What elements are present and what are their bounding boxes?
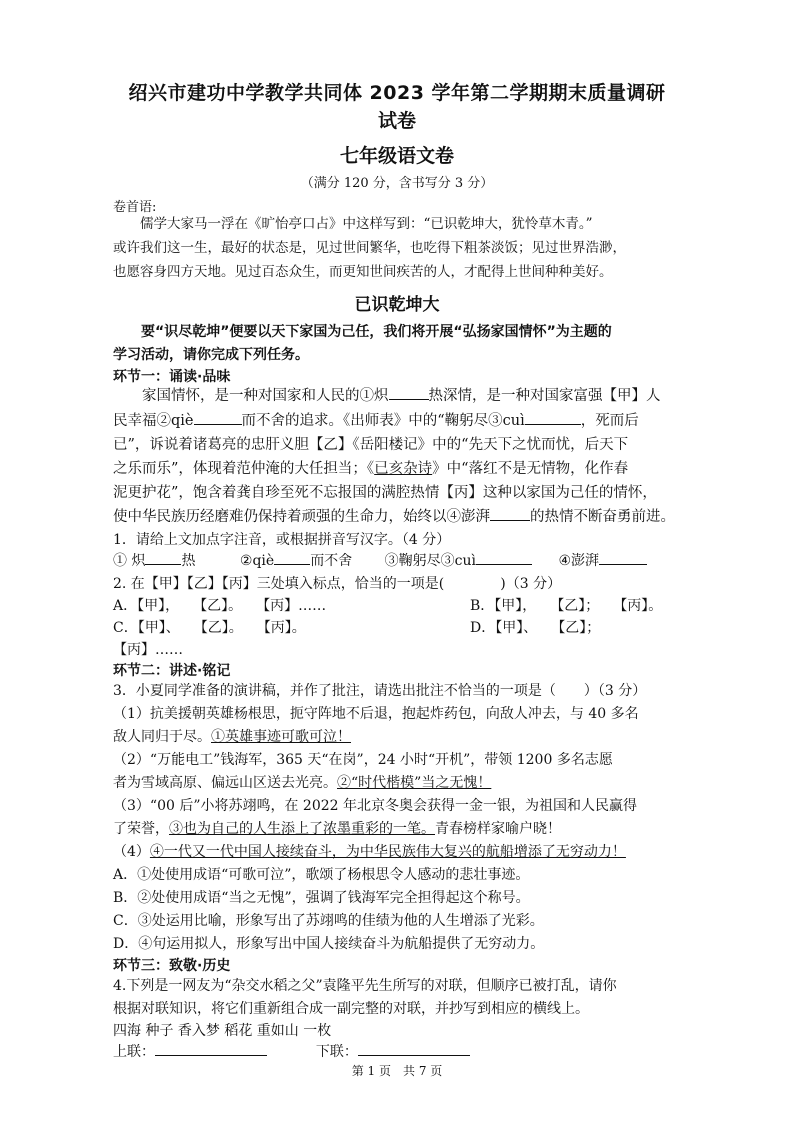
part2-heading: 环节二：讲述·铭记 xyxy=(113,663,231,679)
item-text: 而不舍 xyxy=(310,553,353,569)
annotation-3: ③也为自己的人生添上了浓墨重彩的一笔。 xyxy=(169,821,435,837)
q2-option-b[interactable]: B．【甲】， 【乙】； 【丙】。 xyxy=(470,598,663,614)
question-3: 3．小夏同学准备的演讲稿，并作了批注，请选出批注不恰当的一项是（ ）（3 分） xyxy=(113,683,647,699)
passage-text: 使中华民族历经磨难仍保持着顽强的生命力，始终以④澎湃 xyxy=(113,509,490,525)
couplet-words: 四海 种子 香入梦 稻花 重如山 一枚 xyxy=(113,1023,332,1039)
q2-option-d-continued: 【丙】…… xyxy=(113,642,183,658)
section-title: 已识乾坤大 xyxy=(354,295,440,315)
exam-title-line2: 试卷 xyxy=(377,110,416,132)
part3-heading: 环节三：致敬·历史 xyxy=(113,958,231,974)
upper-couplet-input[interactable] xyxy=(155,1041,267,1056)
answer-blank[interactable] xyxy=(476,550,532,565)
answer-blank[interactable] xyxy=(525,410,581,425)
item-text: ① 炽 xyxy=(113,553,146,569)
question-4: 4.下列是一网友为“杂交水稻之父”袁隆平先生所写的对联，但顺序已被打乱，请你 xyxy=(113,978,617,994)
epigraph-label: 卷首语: xyxy=(113,200,157,215)
speech-para-3-cont xyxy=(113,818,723,838)
q3-option-a[interactable]: A．①处使用成语“可歌可泣”，歌颂了杨根思令人感动的悲壮事迹。 xyxy=(113,867,530,883)
passage-line xyxy=(113,409,723,430)
lower-couplet-label: 下联： xyxy=(315,1044,358,1060)
poem-title: 已亥杂诗 xyxy=(374,461,433,477)
passage-line xyxy=(113,457,723,478)
passage-text: 家国情怀，是一种对国家和人民的①炽 xyxy=(113,388,389,404)
item-text: ④澎湃 xyxy=(558,553,599,569)
lower-couplet-input[interactable] xyxy=(358,1041,470,1056)
exam-subtitle: 七年级语文卷 xyxy=(339,145,454,167)
upper-couplet-label: 上联： xyxy=(113,1044,155,1060)
passage-line: 已”，诉说着诸葛亮的忠肝义胆【乙】《岳阳楼记》中的“先天下之忧而忧，后天下 xyxy=(113,437,629,453)
passage-text: 》中“落红不是无情物，化作春 xyxy=(432,461,629,477)
answer-blank[interactable] xyxy=(490,506,530,521)
passage-text: 的热情不断奋勇前进。 xyxy=(530,509,675,525)
speech-text: 者为雪域高原、偏远山区送去光亮。 xyxy=(113,775,337,791)
passage-line: 泥更护花”，饱含着龚自珍至死不忘报国的满腔热情【丙】这种以家国为己任的情怀， xyxy=(113,485,657,501)
speech-text: （4） xyxy=(113,844,150,860)
speech-para-1: （1）抗美援朝英雄杨根思，扼守阵地不后退，抱起炸药包，向敌人冲去，与 40 多名 xyxy=(113,706,639,722)
q3-option-c[interactable]: C．③处运用比喻，形象写出了苏翊鸣的佳绩为他的人生增添了光彩。 xyxy=(113,913,544,929)
annotation-1: ①英雄事迹可歌可泣！ xyxy=(211,729,351,745)
speech-para-1-cont xyxy=(113,726,723,746)
question-1: 1．请给上文加点字注音，或根据拼音写汉字。（4 分） xyxy=(113,532,451,548)
speech-para-2: （2）“万能电工”钱海军，365 天“在岗”，24 小时“开机”，带领 1200 多名志愿 xyxy=(113,752,613,768)
q2-option-d[interactable]: D．【甲】、 【乙】； xyxy=(470,620,601,636)
speech-text: 敌人同归于尽。 xyxy=(113,729,211,745)
part1-heading: 环节一：诵读·品味 xyxy=(113,369,231,385)
answer-blank[interactable] xyxy=(274,550,310,565)
item-text: ③鞠躬尽③cuì xyxy=(384,553,476,569)
passage-text: 之乐而乐”，体现着范仲淹的大任担当；《 xyxy=(113,461,375,477)
answer-blank[interactable] xyxy=(599,550,647,565)
passage-line xyxy=(113,505,723,526)
speech-para-4 xyxy=(113,841,723,861)
section-intro-line: 要“识尽乾坤”便要以天下家国为己任，我们将开展“弘扬家国情怀”为主题的 xyxy=(113,324,612,340)
annotation-4: ④一代又一代中国人接续奋斗，为中华民族伟大复兴的航船增添了无穷动力！ xyxy=(149,844,626,860)
speech-para-2-cont xyxy=(113,772,723,792)
section-intro-line: 学习活动，请你完成下列任务。 xyxy=(113,347,309,363)
epigraph-line: 也愿容身四方天地。见过百态众生，而更知世间疾苦的人，才配得上世间种种美好。 xyxy=(113,264,613,280)
answer-blank[interactable] xyxy=(194,410,242,425)
epigraph-line: 儒学大家马一浮在《旷怡亭口占》中这样写到：“已识乾坤大，犹怜草木青。” xyxy=(113,216,593,232)
page-number: 第 1 页 共 7 页 xyxy=(351,1064,443,1078)
answer-blank[interactable] xyxy=(145,550,181,565)
speech-text: 青春榜样家喻户晓！ xyxy=(435,821,561,837)
couplet-answer-row xyxy=(113,1041,723,1061)
speech-text: 了荣誉， xyxy=(113,821,169,837)
question-4-cont: 根据对联知识，将它们重新组合成一副完整的对联，并抄写到相应的横线上。 xyxy=(113,1001,589,1017)
epigraph-line: 或许我们这一生，最好的状态是，见过世间繁华，也吃得下粗茶淡饭；见过世界浩渺， xyxy=(113,240,626,256)
exam-title-line1: 绍兴市建功中学教学共同体 2023 学年第二学期期末质量调研 xyxy=(128,82,666,104)
speech-para-3: （3）“00 后”小将苏翊鸣，在 2022 年北京冬奥会获得一金一银，为祖国和人民赢得 xyxy=(113,798,638,814)
item-text: ②qiè xyxy=(239,553,275,569)
answer-blank[interactable] xyxy=(389,385,429,400)
q3-option-d[interactable]: D．④句运用拟人，形象写出中国人接续奋斗为航船提供了无穷动力。 xyxy=(113,936,545,952)
passage-line xyxy=(113,384,723,405)
item-text: 热 xyxy=(181,553,196,569)
q2-option-a[interactable]: A．【甲】， 【乙】。 【丙】…… xyxy=(113,598,327,614)
passage-text: 而不舍的追求。《出师表》中的“鞠躬尽③cuì xyxy=(241,413,525,429)
question-1-items xyxy=(113,550,723,570)
question-2: 2. 在【甲】【乙】【丙】三处填入标点，恰当的一项是( )（3 分） xyxy=(113,576,562,592)
passage-text: ，死而后 xyxy=(580,413,639,429)
passage-text: 热深情，是一种对国家富强【甲】人 xyxy=(428,388,661,404)
score-note: （满分 120 分，含书写分 3 分） xyxy=(300,176,494,191)
passage-text: 民幸福②qiè xyxy=(113,413,194,429)
q2-option-c[interactable]: C．【甲】、 【乙】。 【丙】。 xyxy=(113,620,306,636)
annotation-2: ②“时代楷模”当之无愧！ xyxy=(337,775,492,791)
q3-option-b[interactable]: B．②处使用成语“当之无愧”，强调了钱海军完全担得起这个称号。 xyxy=(113,890,530,906)
